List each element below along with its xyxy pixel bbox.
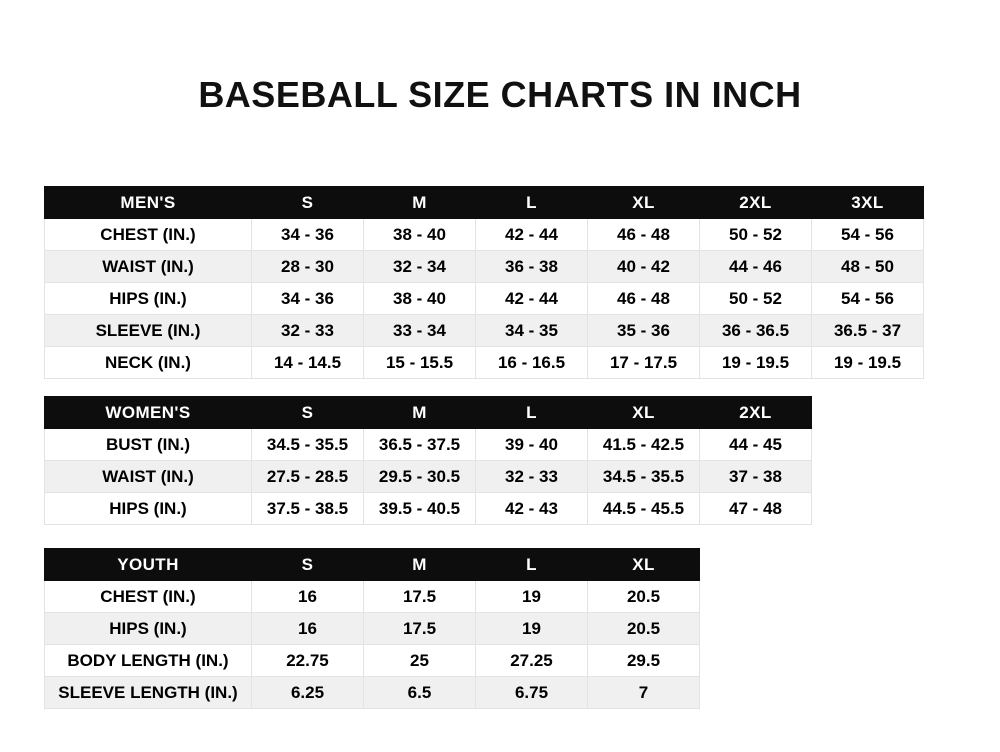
table-cell: 46 - 48 (588, 219, 700, 251)
row-label: SLEEVE (IN.) (45, 315, 252, 347)
row-label: WAIST (IN.) (45, 461, 252, 493)
column-header: L (476, 187, 588, 219)
column-header: 2XL (700, 397, 812, 429)
table-cell: 39.5 - 40.5 (364, 493, 476, 525)
table-cell: 16 (252, 581, 364, 613)
column-header: S (252, 397, 364, 429)
table-cell: 22.75 (252, 645, 364, 677)
table-cell: 34.5 - 35.5 (252, 429, 364, 461)
row-label: HIPS (IN.) (45, 493, 252, 525)
column-header: XL (588, 549, 700, 581)
column-header: S (252, 187, 364, 219)
column-header: 3XL (812, 187, 924, 219)
row-label: WAIST (IN.) (45, 251, 252, 283)
table-row (45, 283, 924, 315)
table-cell: 32 - 33 (252, 315, 364, 347)
table-cell: 17.5 (364, 581, 476, 613)
table-cell: 50 - 52 (700, 219, 812, 251)
table-cell: 54 - 56 (812, 219, 924, 251)
row-label: BODY LENGTH (IN.) (45, 645, 252, 677)
table-cell: 42 - 44 (476, 219, 588, 251)
table-header-row (45, 397, 812, 429)
table-cell: 46 - 48 (588, 283, 700, 315)
table-cell: 14 - 14.5 (252, 347, 364, 379)
table-cell: 50 - 52 (700, 283, 812, 315)
table-cell: 48 - 50 (812, 251, 924, 283)
column-header: XL (588, 397, 700, 429)
table-cell: 6.75 (476, 677, 588, 709)
table-cell: 19 - 19.5 (700, 347, 812, 379)
table-cell: 6.5 (364, 677, 476, 709)
row-label: NECK (IN.) (45, 347, 252, 379)
table-cell: 16 - 16.5 (476, 347, 588, 379)
youth-table-header (45, 549, 700, 581)
column-header: XL (588, 187, 700, 219)
table-row (45, 461, 812, 493)
table-row (45, 429, 812, 461)
column-header: WOMEN'S (45, 397, 252, 429)
table-cell: 27.25 (476, 645, 588, 677)
column-header: MEN'S (45, 187, 252, 219)
mens-table (44, 186, 924, 379)
table-cell: 34.5 - 35.5 (588, 461, 700, 493)
mens-size-chart (44, 186, 924, 379)
page-title: BASEBALL SIZE CHARTS IN INCH (198, 74, 802, 115)
mens-table-body (45, 219, 924, 379)
table-header-row (45, 187, 924, 219)
row-label: SLEEVE LENGTH (IN.) (45, 677, 252, 709)
table-row (45, 677, 700, 709)
table-cell: 44.5 - 45.5 (588, 493, 700, 525)
table-cell: 38 - 40 (364, 219, 476, 251)
table-cell: 32 - 33 (476, 461, 588, 493)
womens-table-body (45, 429, 812, 525)
table-cell: 36 - 38 (476, 251, 588, 283)
table-cell: 17.5 (364, 613, 476, 645)
womens-table (44, 396, 812, 525)
column-header: M (364, 187, 476, 219)
table-cell: 17 - 17.5 (588, 347, 700, 379)
table-cell: 35 - 36 (588, 315, 700, 347)
column-header: S (252, 549, 364, 581)
row-label: BUST (IN.) (45, 429, 252, 461)
row-label: HIPS (IN.) (45, 613, 252, 645)
table-cell: 20.5 (588, 581, 700, 613)
table-cell: 36.5 - 37 (812, 315, 924, 347)
column-header: M (364, 397, 476, 429)
mens-table-header (45, 187, 924, 219)
table-cell: 36.5 - 37.5 (364, 429, 476, 461)
youth-table-body (45, 581, 700, 709)
table-cell: 41.5 - 42.5 (588, 429, 700, 461)
table-row (45, 581, 700, 613)
row-label: CHEST (IN.) (45, 581, 252, 613)
table-cell: 16 (252, 613, 364, 645)
youth-table (44, 548, 700, 709)
column-header: M (364, 549, 476, 581)
column-header: L (476, 549, 588, 581)
table-cell: 44 - 45 (700, 429, 812, 461)
table-cell: 47 - 48 (700, 493, 812, 525)
row-label: CHEST (IN.) (45, 219, 252, 251)
table-cell: 7 (588, 677, 700, 709)
table-cell: 28 - 30 (252, 251, 364, 283)
table-row (45, 251, 924, 283)
table-cell: 54 - 56 (812, 283, 924, 315)
table-row (45, 493, 812, 525)
table-cell: 20.5 (588, 613, 700, 645)
table-cell: 40 - 42 (588, 251, 700, 283)
table-cell: 19 (476, 613, 588, 645)
table-cell: 34 - 36 (252, 219, 364, 251)
table-cell: 34 - 36 (252, 283, 364, 315)
table-cell: 42 - 44 (476, 283, 588, 315)
table-row (45, 315, 924, 347)
table-row (45, 347, 924, 379)
table-cell: 32 - 34 (364, 251, 476, 283)
table-cell: 42 - 43 (476, 493, 588, 525)
table-cell: 33 - 34 (364, 315, 476, 347)
table-header-row (45, 549, 700, 581)
column-header: YOUTH (45, 549, 252, 581)
table-cell: 38 - 40 (364, 283, 476, 315)
column-header: L (476, 397, 588, 429)
youth-size-chart (44, 548, 700, 709)
table-cell: 34 - 35 (476, 315, 588, 347)
table-cell: 15 - 15.5 (364, 347, 476, 379)
womens-size-chart (44, 396, 812, 525)
table-cell: 19 (476, 581, 588, 613)
table-cell: 37.5 - 38.5 (252, 493, 364, 525)
table-cell: 6.25 (252, 677, 364, 709)
table-row (45, 219, 924, 251)
table-cell: 44 - 46 (700, 251, 812, 283)
table-cell: 29.5 (588, 645, 700, 677)
table-cell: 36 - 36.5 (700, 315, 812, 347)
womens-table-header (45, 397, 812, 429)
table-cell: 27.5 - 28.5 (252, 461, 364, 493)
column-header: 2XL (700, 187, 812, 219)
table-cell: 25 (364, 645, 476, 677)
table-cell: 29.5 - 30.5 (364, 461, 476, 493)
row-label: HIPS (IN.) (45, 283, 252, 315)
table-cell: 19 - 19.5 (812, 347, 924, 379)
table-row (45, 645, 700, 677)
table-cell: 37 - 38 (700, 461, 812, 493)
table-cell: 39 - 40 (476, 429, 588, 461)
table-row (45, 613, 700, 645)
